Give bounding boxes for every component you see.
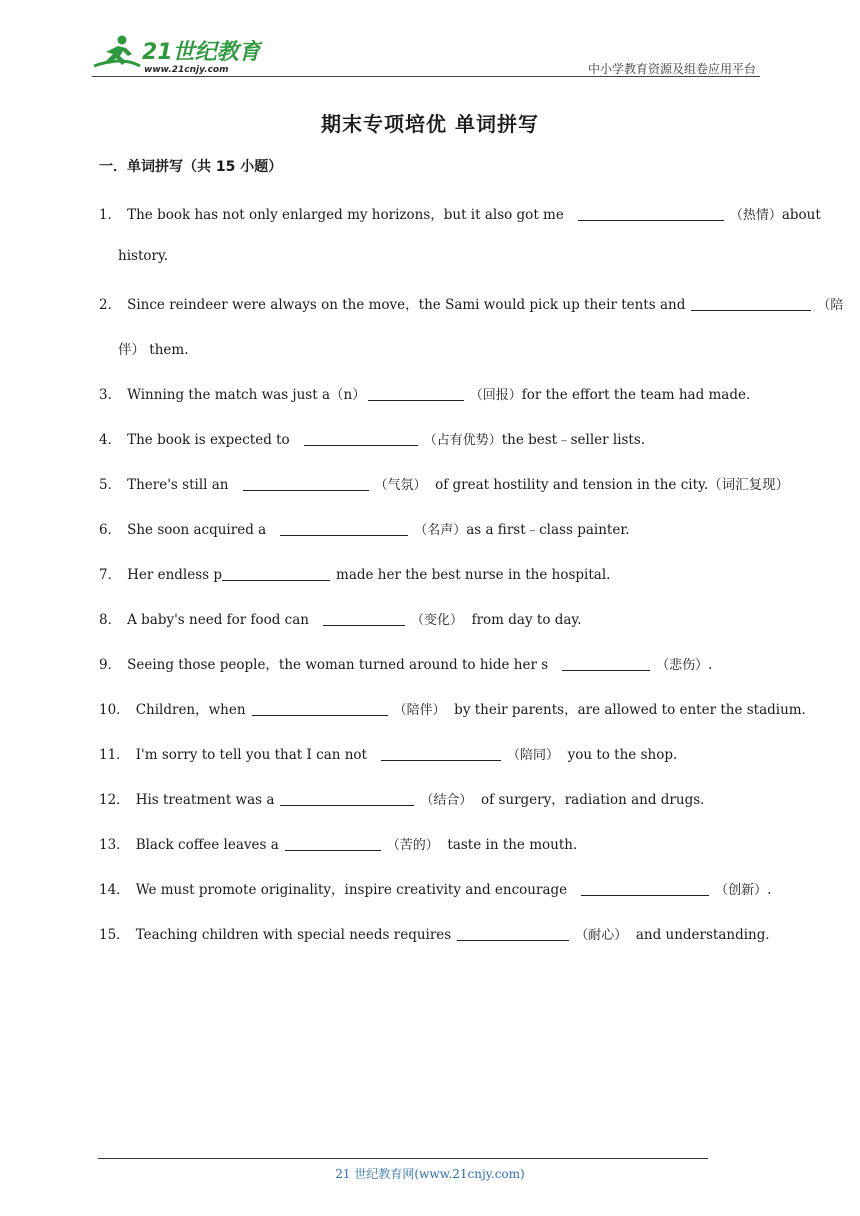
answer-blank[interactable] [368, 386, 464, 401]
question-1: 1． The book has not only enlarged my horizons，but it also got me （热情）about [99, 207, 821, 223]
logo-text: 21世纪教育 [142, 40, 261, 65]
question-6: 6． She soon acquired a （名声）as a first﹣class painter. [99, 522, 630, 538]
section-heading: 一．单词拼写（共 15 小题） [99, 159, 283, 175]
answer-blank[interactable] [243, 476, 369, 491]
question-4: 4． The book is expected to （占有优势）the best﹣seller lists. [99, 432, 646, 448]
question-11: 11． I'm sorry to tell you that I can not （陪同） you to the shop. [99, 747, 678, 763]
page-title: 期末专项培优 单词拼写 [321, 112, 539, 136]
question-10: 10． Children，when （陪伴） by their parents，are allowed to enter the stadium． [99, 702, 816, 718]
answer-blank[interactable] [252, 701, 388, 716]
header-divider [92, 76, 760, 77]
question-1-continued: history. [118, 248, 169, 264]
footer-divider [98, 1158, 708, 1159]
answer-blank[interactable] [691, 296, 811, 311]
question-12: 12． His treatment was a （结合） of surgery，radiation and drugs． [99, 792, 714, 808]
page-header [92, 32, 760, 78]
answer-blank[interactable] [581, 881, 709, 896]
footer-text[interactable]: 21 世纪教育网(www.21cnjy.com) [335, 1167, 525, 1181]
answer-blank[interactable] [562, 656, 650, 671]
question-number: 6． [99, 522, 122, 538]
question-8: 8． A baby's need for food can （变化） from day to day. [99, 612, 582, 628]
question-number: 9． [99, 657, 122, 673]
question-15: 15． Teaching children with special needs requires （耐心） and understanding． [99, 927, 779, 943]
question-9: 9． Seeing those people，the woman turned around to hide her s （悲伤）. [99, 657, 713, 673]
question-13: 13． Black coffee leaves a （苦的） taste in the mouth． [99, 837, 587, 853]
answer-blank[interactable] [381, 746, 501, 761]
answer-blank[interactable] [323, 611, 405, 626]
question-number: 1． [99, 207, 122, 223]
question-2: 2． Since reindeer were always on the move，the Sami would pick up their tents and （陪 [99, 297, 844, 313]
answer-blank[interactable] [280, 521, 408, 536]
logo-url: www.21cnjy.com [144, 65, 229, 75]
answer-blank[interactable] [280, 791, 414, 806]
site-logo [92, 32, 262, 76]
answer-blank[interactable] [285, 836, 381, 851]
question-number: 4． [99, 432, 122, 448]
question-number: 7． [99, 567, 122, 583]
question-number: 10． [99, 702, 130, 718]
question-number: 12． [99, 792, 130, 808]
answer-blank[interactable] [222, 566, 330, 581]
question-5: 5． There's still an （气氛） of great hostility and tension in the city.（词汇复现） [99, 477, 790, 493]
question-2-continued: 伴） them. [118, 342, 189, 358]
question-number: 15． [99, 927, 130, 943]
question-3: 3． Winning the match was just a（n） （回报）for the effort the team had made． [99, 387, 760, 403]
answer-blank[interactable] [457, 926, 569, 941]
question-number: 8． [99, 612, 122, 628]
question-number: 14． [99, 882, 130, 898]
header-platform-text: 中小学教育资源及组卷应用平台 [587, 62, 756, 76]
question-14: 14． We must promote originality，inspire creativity and encourage （创新）. [99, 882, 772, 898]
answer-blank[interactable] [304, 431, 418, 446]
question-number: 5． [99, 477, 122, 493]
question-7: 7． Her endless p made her the best nurse in the hospital. [99, 567, 611, 583]
question-number: 3． [99, 387, 122, 403]
question-number: 13． [99, 837, 130, 853]
answer-blank[interactable] [578, 206, 724, 221]
question-number: 2． [99, 297, 122, 313]
question-number: 11． [99, 747, 130, 763]
